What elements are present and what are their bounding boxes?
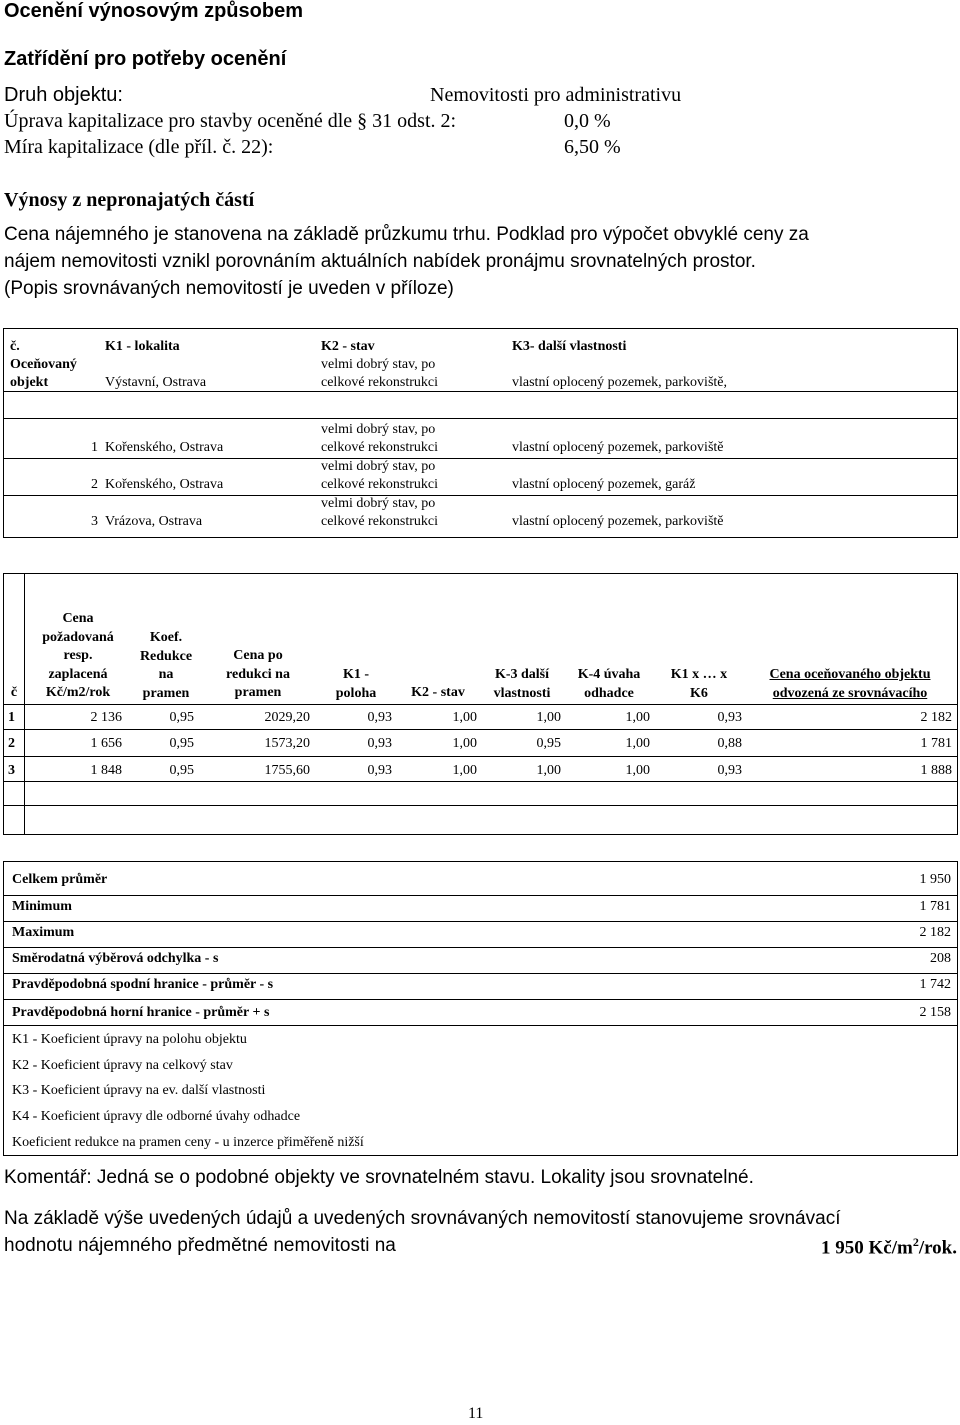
comparable-location: Kořenského, Ostrava xyxy=(105,477,224,492)
cap-rate-value: 6,50 % xyxy=(564,136,621,158)
object-type-label: Druh objektu: xyxy=(4,84,123,106)
note-reduction: Koeficient redukce na pramen ceny - u inzerce přiměřeně nižší xyxy=(12,1135,364,1150)
subject-state-1: velmi dobrý stav, po xyxy=(321,357,436,372)
comparable-state-1: velmi dobrý stav, po xyxy=(321,422,436,437)
comparable-no: 2 xyxy=(91,477,98,492)
comparable-state-2: celkové rekonstrukci xyxy=(321,514,439,529)
cell-k4: 1,00 xyxy=(625,763,650,778)
summary-maximum: Maximum 2 182 xyxy=(12,925,951,940)
col-header-no: č xyxy=(10,685,18,700)
cell-k-product: 0,93 xyxy=(717,710,742,725)
cell-k3: 1,00 xyxy=(536,710,561,725)
object-type-value: Nemovitosti pro administrativu xyxy=(430,84,682,106)
col-header-k3: K-3 další vlastnosti xyxy=(493,667,551,701)
final-rent-value: 1 950 $Kč/m^2$/rok. xyxy=(820,1235,957,1259)
cell-k4: 1,00 xyxy=(625,710,650,725)
cap-adjustment-value: 0,0 % xyxy=(564,110,611,132)
summary-average: Celkem průměr 1 950 xyxy=(12,872,951,887)
col-header-k2: K2 - stav xyxy=(411,685,465,700)
summary-minimum: Minimum 1 781 xyxy=(12,899,951,914)
cell-k1: 0,93 xyxy=(367,763,392,778)
cell-derived: 2 182 xyxy=(920,710,952,725)
comparable-state-2: celkové rekonstrukci xyxy=(321,440,439,455)
summary-lower-bound: Pravděpodobná spodní hranice - průměr - s 1 742 xyxy=(12,977,951,992)
subject-location: Výstavní, Ostrava xyxy=(105,375,207,390)
cell-k1: 0,93 xyxy=(367,736,392,751)
note-k4: K4 - Koeficient úpravy dle odborné úvahy odhadce xyxy=(12,1109,301,1124)
yields-text-line-2: nájem nemovitosti vznikl porovnáním aktuálních nabídek pronájmu srovnatelných prostor. xyxy=(4,251,756,272)
conclusion-line-1: Na základě výše uvedených údajů a uvedených srovnávaných nemovitostí stanovujeme srovnávací xyxy=(4,1208,841,1229)
subject-properties: vlastní oplocený pozemek, parkoviště, xyxy=(512,375,727,390)
cell-price: 2 136 xyxy=(90,710,122,725)
cell-k3: 1,00 xyxy=(536,763,561,778)
cell-price: 1 656 xyxy=(90,736,122,751)
note-k2: K2 - Koeficient úpravy na celkový stav xyxy=(12,1058,233,1073)
yields-text-line-1: Cena nájemného je stanovena na základě průzkumu trhu. Podklad pro výpočet obvyklé ceny za xyxy=(4,224,809,245)
note-k3: K3 - Koeficient úpravy na ev. další vlastnosti xyxy=(12,1083,266,1098)
col-header-state: K2 - stav xyxy=(321,339,375,354)
cell-k2: 1,00 xyxy=(452,763,477,778)
cell-derived: 1 888 xyxy=(920,763,952,778)
page-number: 11 xyxy=(468,1405,484,1422)
yields-text-line-3: (Popis srovnávaných nemovitostí je uveden v příloze) xyxy=(4,278,454,299)
col-header-no: č. xyxy=(10,339,20,354)
col-header-k1: K1 - poloha xyxy=(335,667,377,701)
note-k1: K1 - Koeficient úpravy na polohu objektu xyxy=(12,1032,247,1047)
cell-reduced: 1755,60 xyxy=(264,763,310,778)
col-header-k4: K-4 úvaha odhadce xyxy=(577,667,641,701)
summary-table xyxy=(3,861,958,1156)
cell-k1: 0,93 xyxy=(367,710,392,725)
cell-k-product: 0,93 xyxy=(717,763,742,778)
cell-coef: 0,95 xyxy=(169,736,194,751)
comparable-properties: vlastní oplocený pozemek, parkoviště xyxy=(512,440,724,455)
cap-rate-label: Míra kapitalizace (dle příl. č. 22): xyxy=(4,136,274,158)
classification-heading: Zatřídění pro potřeby ocenění xyxy=(4,48,287,70)
cell-k2: 1,00 xyxy=(452,710,477,725)
comparable-location: Kořenského, Ostrava xyxy=(105,440,224,455)
subject-label-2: objekt xyxy=(10,375,49,390)
cell-k3: 0,95 xyxy=(536,736,561,751)
col-header-properties: K3- další vlastnosti xyxy=(512,339,627,354)
summary-upper-bound: Pravděpodobná horní hranice - průměr + s 2 158 xyxy=(12,1005,951,1020)
col-header-coef: Koef. Redukce na pramen xyxy=(139,630,193,701)
row-no: 3 xyxy=(8,763,15,778)
comparable-state-1: velmi dobrý stav, po xyxy=(321,496,436,511)
col-header-reduced-price: Cena po redukci na pramen xyxy=(226,648,290,700)
comparable-properties: vlastní oplocený pozemek, garáž xyxy=(512,477,696,492)
cell-derived: 1 781 xyxy=(920,736,952,751)
subject-label-1: Oceňovaný xyxy=(10,357,77,372)
col-header-derived-price: Cena oceňovaného objektu odvozená ze srovnávacího xyxy=(769,667,931,701)
comparable-location: Vrázova, Ostrava xyxy=(105,514,203,529)
cell-price: 1 848 xyxy=(90,763,122,778)
col-header-k-product: K1 x … x K6 xyxy=(670,667,728,701)
col-header-price: Cena požadovaná resp. zaplacená Kč/m2/rok xyxy=(42,611,114,700)
col-header-location: K1 - lokalita xyxy=(105,339,180,354)
comparable-no: 1 xyxy=(91,440,98,455)
calculation-table xyxy=(3,573,958,835)
yields-heading: Výnosy z nepronajatých částí xyxy=(4,189,255,211)
row-no: 1 xyxy=(8,710,15,725)
cell-coef: 0,95 xyxy=(169,763,194,778)
comparable-state-2: celkové rekonstrukci xyxy=(321,477,439,492)
comparison-table xyxy=(3,328,958,538)
cell-k-product: 0,88 xyxy=(717,736,742,751)
subject-state-2: celkové rekonstrukci xyxy=(321,375,439,390)
cell-reduced: 2029,20 xyxy=(264,710,310,725)
comparable-state-1: velmi dobrý stav, po xyxy=(321,459,436,474)
cell-coef: 0,95 xyxy=(169,710,194,725)
summary-std-dev: Směrodatná výběrová odchylka - s 208 xyxy=(12,951,951,966)
page-title: Ocenění výnosovým způsobem xyxy=(4,0,303,22)
cell-k4: 1,00 xyxy=(625,736,650,751)
conclusion-line-2: hodnotu nájemného předmětné nemovitosti na xyxy=(4,1235,396,1256)
cell-reduced: 1573,20 xyxy=(264,736,310,751)
cell-k2: 1,00 xyxy=(452,736,477,751)
comparable-properties: vlastní oplocený pozemek, parkoviště xyxy=(512,514,724,529)
comment-text: Komentář: Jedná se o podobné objekty ve srovnatelném stavu. Lokality jsou srovnatelné. xyxy=(4,1167,754,1188)
comparable-no: 3 xyxy=(91,514,98,529)
cap-adjustment-label: Úprava kapitalizace pro stavby oceněné dle § 31 odst. 2: xyxy=(4,110,457,132)
row-no: 2 xyxy=(8,736,15,751)
